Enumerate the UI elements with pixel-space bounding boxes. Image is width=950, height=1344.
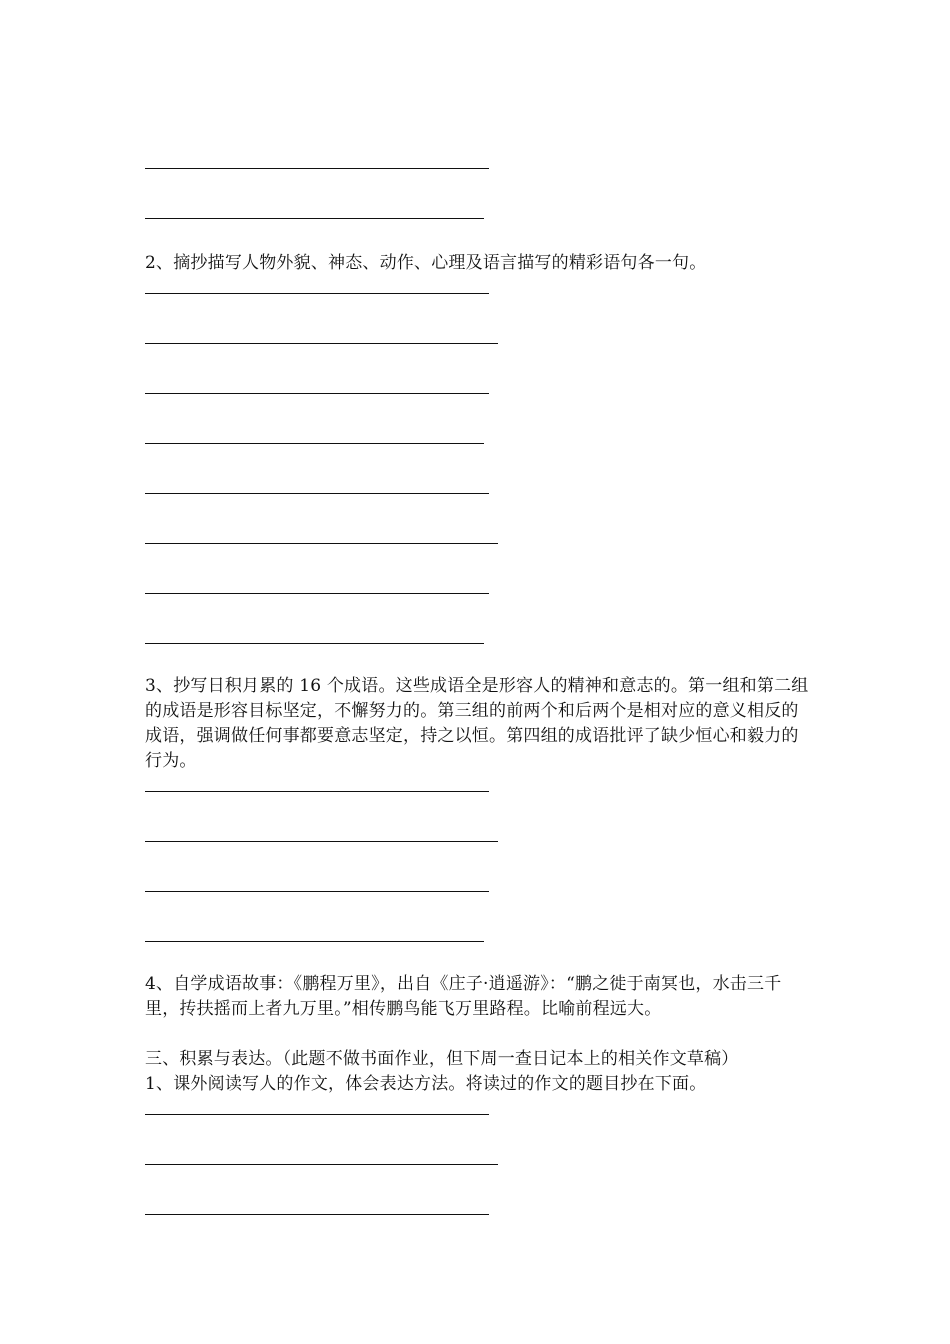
answer-line — [145, 643, 484, 644]
answer-line — [145, 393, 489, 394]
answer-line — [145, 168, 489, 169]
answer-line — [145, 218, 484, 219]
answer-line — [145, 443, 484, 444]
answer-line — [145, 1164, 498, 1165]
answer-line — [145, 1114, 489, 1115]
question-4: 4、自学成语故事：《鹏程万里》，出自《庄子·逍遥游》：“鹏之徙于南冥也，水击三千里，抟扶摇而上者九万里。”相传鹏鸟能飞万里路程。比喻前程远大。 — [145, 974, 782, 1019]
answer-line — [145, 343, 498, 344]
answer-line — [145, 543, 498, 544]
answer-line — [145, 841, 498, 842]
answer-line — [145, 293, 489, 294]
answer-line — [145, 493, 489, 494]
answer-line — [145, 1214, 489, 1215]
answer-line — [145, 593, 489, 594]
section-3-heading: 三、积累与表达。（此题不做书面作业，但下周一查日记本上的相关作文草稿） — [145, 1049, 739, 1069]
question-2: 2、摘抄描写人物外貌、神态、动作、心理及语言描写的精彩语句各一句。 — [145, 253, 707, 273]
question-3: 3、抄写日积月累的 16 个成语。这些成语全是形容人的精神和意志的。第一组和第二组的成语是形容目标坚定，不懈努力的。第三组的前两个和后两个是相对应的意义相反的成语，强调做任何事都要意志坚定，持之以恒。第四组的成语批评了缺少恒心和毅力的行为。 — [145, 676, 809, 771]
answer-line — [145, 941, 484, 942]
answer-line — [145, 791, 489, 792]
section-3-question-1: 1、课外阅读写人的作文，体会表达方法。将读过的作文的题目抄在下面。 — [145, 1074, 707, 1094]
answer-line — [145, 891, 489, 892]
